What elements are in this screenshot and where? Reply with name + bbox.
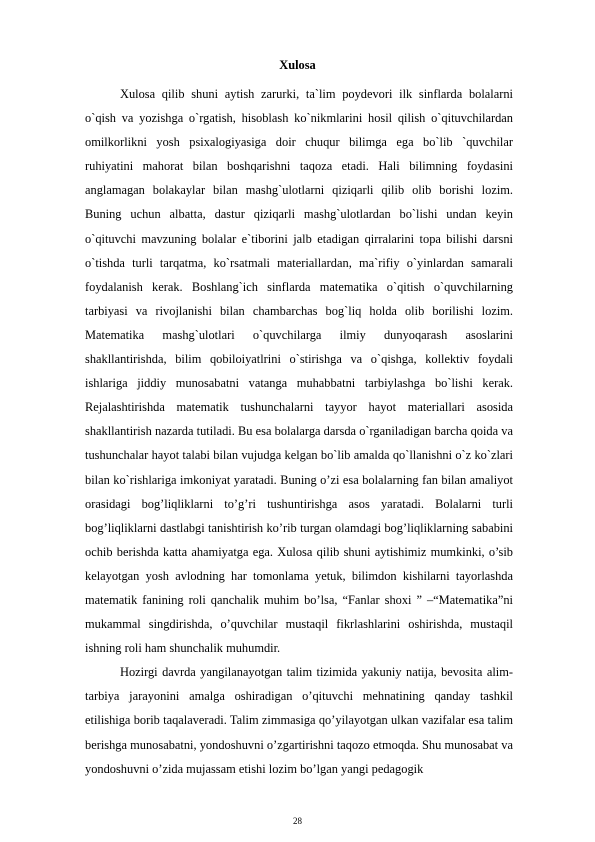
section-title: Xulosa bbox=[279, 58, 316, 72]
paragraph-conclusion: Xulosa qilib shuni aytish zarurki, ta`lim poydevori ilk sinflarda bolalarni o`qish va yozishga o`rgatish, hisoblash ko`nikmlarini hosil qilish o`qituvchilardan omilkorlikni yosh psixalogiyasiga doir chuqur bilimga ega bo`lib `quvchilar ruhiyatini mahorat bilan boshqarishni taqoza etadi. Hali bilimning foydasini anglamagan bolakaylar bilan mashg`ulotlarni qiziqarli qilib olib borishi lozim. Buning uchun albatta, dastur qiziqarli mashg`ulotlardan bo`lishi undan keyin o`qituvchi mavzuning bolalar e`tiborini jalb etadigan qirralarini topa bilishi darsni o`tishda turli tarqatma, ko`rsatmali materiallardan, ma`rifiy o`yinlardan samarali foydalanish kerak. Boshlang`ich sinflarda matematika o`qitish o`quvchilarning tarbiyasi va rivojlanishi bilan chambarchas bog`liq holda olib borilishi lozim. Matematika mashg`ulotlari o`quvchilarga ilmiy dunyoqarash asoslarini shakllantirishda, bilim qobiloiyatlrini o`stirishga va o`qishga, kollektiv foydali ishlariga jiddiy munosabatni vatanga muhabbatni tarbiylashga bo`lishi kerak. Rejalashtirishda matematik tushunchalarni tayyor hayot materiallari asosida shakllantirish nazarda tutiladi. Bu esa bolalarga darsda o`rganiladigan barcha qoida va tushunchalar hayot talabi bilan vujudga kelgan bo`lib amalda qo`llanishni o`z ko`zlari bilan ko`rishlariga imkoniyat yaratadi. Buning o’zi esa bolalarning fan bilan amaliyot orasidagi bog’liqliklarni to’g’ri tushuntirishga asos yaratadi. Bolalarni turli bog’liqliklarni dastlabgi tanishtirish ko’rib turgan olamdagi bog’liqliklarning sababini ochib berishda katta ahamiyatga ega. Xulosa qilib shuni aytishimiz mumkinki, o’sib kelayotgan yosh avlodning har tomonlama yetuk, bilimdon kishilarni tayorlashda matematik fanining roli qanchalik muhim bo’lsa, “Fanlar shoxi ” –“Matematika”ni mukammal singdirishda, o’quvchilar mustaqil fikrlashlarini oshirishda, mustaqil ishning roli ham shunchalik muhumdir. bbox=[85, 87, 513, 656]
page-number: 28 bbox=[293, 816, 302, 826]
paragraph-modern-education: Hozirgi davrda yangilanayotgan talim tizimida yakuniy natija, bevosita alim-tarbiya jarayonini amalga oshiradigan o’qituvchi mehnatining qanday tashkil etilishiga borib taqalaveradi. Talim zimmasiga qo’yilayotgan ulkan vazifalar esa talim berishga munosabatni, yondoshuvni o’zgartirishni taqozo etmoqda. Shu munosabat va yondoshuvni o’zida mujassam etishi lozim bo’lgan yangi pedagogik bbox=[85, 665, 513, 776]
body-text bbox=[85, 82, 513, 781]
